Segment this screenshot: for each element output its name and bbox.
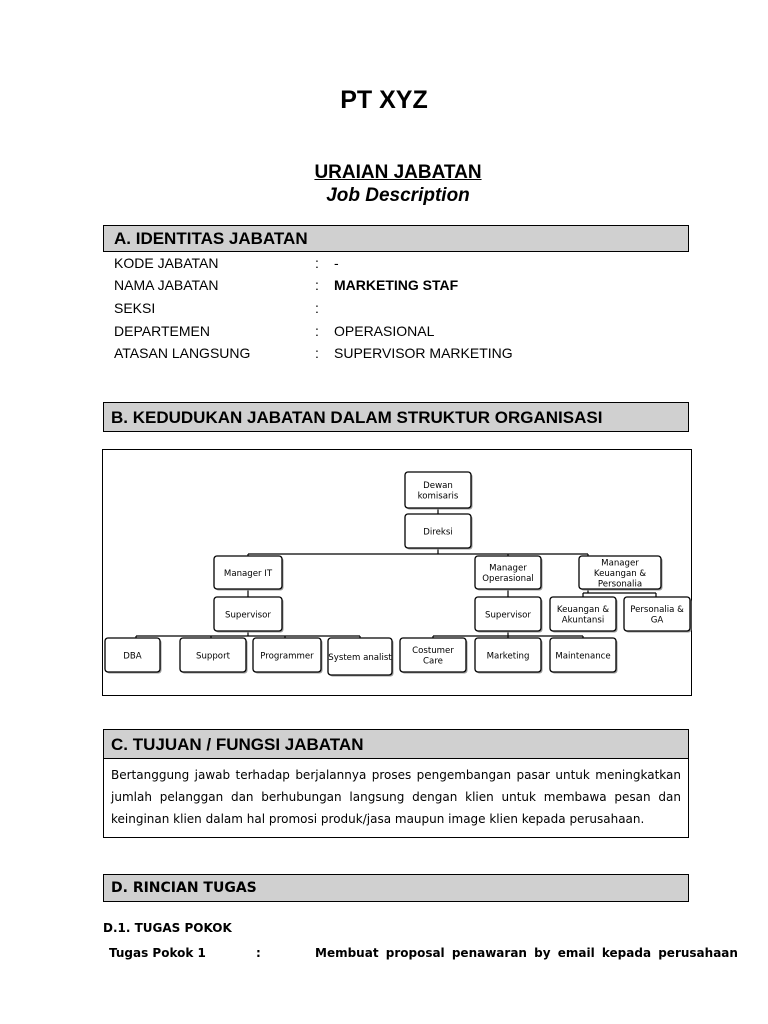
purpose-text-box: [103, 758, 689, 838]
purpose-text: Bertanggung jawab terhadap berjalannya proses pengembangan pasar untuk meningkatkan jumlah pelanggan dan berhubungan langsung dengan klien untuk membawa pesan dan keinginan klien dalam hal promosi produk/jasa maupun image klien kepada perusahaan.: [111, 768, 681, 826]
org-node-direksi: [405, 514, 473, 550]
org-node-label: Operasional: [482, 574, 534, 585]
org-node-system-analist: [328, 638, 394, 677]
org-node-personalia-ga: [624, 597, 692, 633]
org-node-label: System analist: [328, 652, 392, 663]
org-chart: [102, 449, 692, 696]
org-node-support: [180, 638, 248, 674]
identity-label: ATASAN LANGSUNG: [114, 345, 251, 361]
org-node-label: komisaris: [417, 491, 459, 502]
org-chart-diagram: [103, 450, 693, 697]
org-nodes: [105, 472, 692, 677]
identity-colon: :: [315, 345, 319, 361]
org-node-label: Keuangan &: [556, 605, 610, 616]
org-node-label: Manager: [601, 558, 639, 569]
identity-colon: :: [315, 277, 319, 293]
org-node-dewan: [405, 472, 473, 510]
identity-value: -: [334, 255, 339, 271]
identity-colon: :: [315, 323, 319, 339]
org-node-label: Support: [196, 651, 230, 662]
org-node-label: Costumer: [412, 646, 454, 657]
identity-label: SEKSI: [114, 300, 156, 316]
identity-value: MARKETING STAF: [334, 277, 459, 293]
org-node-label: Dewan: [423, 481, 453, 492]
task-label: Tugas Pokok 1: [109, 946, 206, 960]
document-subtitle: Job Description: [326, 185, 470, 206]
org-node-label: Manager: [489, 563, 527, 574]
org-node-dba: [105, 638, 162, 674]
org-node-label: Direksi: [423, 527, 453, 538]
company-name: PT XYZ: [340, 86, 428, 114]
org-node-manager-keuangan: [579, 556, 663, 591]
section-a-heading: A. IDENTITAS JABATAN: [103, 225, 689, 252]
org-node-label: Marketing: [486, 651, 530, 662]
org-node-label: GA: [650, 615, 664, 626]
identity-colon: :: [315, 300, 319, 316]
org-node-label: Keuangan &: [593, 568, 647, 579]
org-node-supervisor-ops: [475, 597, 543, 633]
identity-value: SUPERVISOR MARKETING: [334, 345, 513, 361]
org-node-label: Akuntansi: [561, 615, 605, 626]
org-node-label: Maintenance: [555, 651, 611, 662]
identity-colon: :: [315, 255, 319, 271]
org-node-manager-it: [214, 556, 284, 591]
identity-label: DEPARTEMEN: [114, 323, 210, 339]
org-node-programmer: [253, 638, 323, 674]
org-node-customer-care: [400, 638, 468, 674]
document-title: URAIAN JABATAN: [314, 162, 482, 183]
org-node-maintenance: [550, 638, 618, 674]
org-node-label: Care: [423, 656, 443, 667]
org-node-label: Manager IT: [223, 568, 273, 579]
org-node-label: Programmer: [260, 651, 314, 662]
org-node-label: Personalia &: [630, 605, 684, 616]
org-node-supervisor-it: [214, 597, 284, 633]
org-node-keuangan-akuntansi: [550, 597, 618, 633]
section-c-heading: C. TUJUAN / FUNGSI JABATAN: [103, 729, 689, 759]
org-node-label: DBA: [123, 651, 142, 662]
section-b-heading: B. KEDUDUKAN JABATAN DALAM STRUKTUR ORGANISASI: [103, 402, 689, 432]
org-node-manager-operasional: [475, 556, 543, 591]
identity-label: KODE JABATAN: [114, 255, 219, 271]
org-node-label: Supervisor: [225, 610, 271, 621]
task-colon: :: [256, 946, 261, 960]
org-node-label: Personalia: [597, 579, 643, 590]
task-value: Membuat proposal penawaran by email kepada perusahaan: [315, 946, 738, 960]
org-node-label: Supervisor: [485, 610, 531, 621]
org-node-marketing: [475, 638, 543, 674]
identity-value: OPERASIONAL: [334, 323, 435, 339]
section-d-heading: D. RINCIAN TUGAS: [103, 874, 689, 902]
identity-label: NAMA JABATAN: [114, 277, 219, 293]
main-tasks-heading: D.1. TUGAS POKOK: [103, 921, 232, 935]
